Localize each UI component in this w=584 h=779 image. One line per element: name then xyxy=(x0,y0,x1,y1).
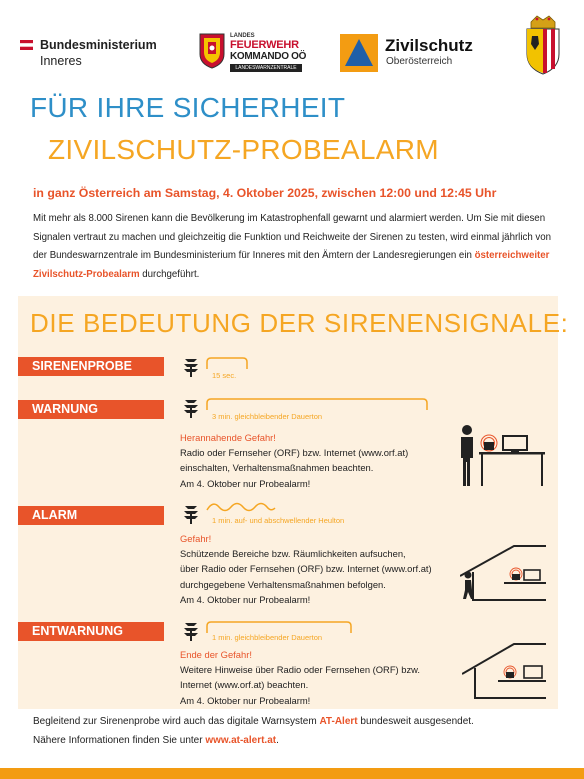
footer-line2-before: Nähere Informationen finden Sie unter xyxy=(33,734,206,746)
entwarnung-duration: 1 min. gleichbleibender Dauerton xyxy=(212,633,323,642)
warnung-duration: 3 min. gleichbleibender Dauerton xyxy=(212,412,323,421)
title-line1: FÜR IHRE SICHERHEIT xyxy=(30,92,346,123)
alarm-heading: Gefahr! xyxy=(180,533,212,544)
zs-name: Zivilschutz xyxy=(385,36,473,55)
at-alert-link[interactable]: www.at-alert.at xyxy=(205,734,277,746)
siren-icon xyxy=(182,621,200,641)
fw-line2: FEUERWEHR xyxy=(230,39,299,51)
intro-paragraph xyxy=(33,210,563,284)
warnung-line3: Am 4. Oktober nur Probealarm! xyxy=(180,477,311,489)
entwarnung-label: ENTWARNUNG xyxy=(18,622,164,641)
alarm-line4: Am 4. Oktober nur Probealarm! xyxy=(180,593,311,605)
alarm-wave xyxy=(205,500,277,514)
title-line2: ZIVILSCHUTZ-PROBEALARM xyxy=(48,134,439,165)
signals-title: DIE BEDEUTUNG DER SIRENENSIGNALE: xyxy=(30,308,569,338)
alarm-line1: Schützende Bereiche bzw. Räumlichkeiten aufsuchen, xyxy=(180,548,406,560)
entwarnung-wave xyxy=(205,620,353,634)
footer xyxy=(33,713,563,750)
at-alert-name: AT-Alert xyxy=(319,716,358,727)
entwarnung-line2: Internet (www.orf.at) beachten. xyxy=(180,679,309,691)
alarm-duration: 1 min. auf- und abschwellender Heulton xyxy=(212,516,345,525)
bmi-sub: Inneres xyxy=(40,54,82,68)
entwarnung-heading: Ende der Gefahr! xyxy=(180,649,252,660)
header xyxy=(0,0,584,90)
footer-line1 xyxy=(33,713,563,732)
intro-text-after: durchgeführt. xyxy=(139,268,200,280)
warnung-line2: einschalten, Verhaltensmaßnahmen beachten. xyxy=(180,462,374,474)
zs-sub: Oberösterreich xyxy=(386,56,453,67)
fw-line4: LANDESWARNZENTRALE xyxy=(230,64,302,72)
warnung-label: WARNUNG xyxy=(18,400,164,419)
sirenenprobe-wave xyxy=(205,356,249,370)
entwarnung-line3: Am 4. Oktober nur Probealarm! xyxy=(180,694,311,706)
alarm-line2: über Radio oder Fernsehen (ORF) bzw. Internet (www.orf.at) xyxy=(180,563,432,575)
footer-line2-after: . xyxy=(276,734,279,746)
siren-icon xyxy=(182,357,200,377)
siren-icon xyxy=(182,504,200,524)
entwarnung-text xyxy=(180,647,420,708)
footer-line1-before: Begleitend zur Sirenenprobe wird auch das digitale Warnsystem xyxy=(33,716,320,727)
intro-highlight: österreichweiter Zivilschutz-Probealarm xyxy=(33,250,550,280)
bottom-bar xyxy=(0,768,584,779)
footer-line1-after: bundesweit ausgesendet. xyxy=(357,716,474,727)
feuerwehr-emblem-icon xyxy=(198,32,226,70)
fw-line1: LANDES xyxy=(230,33,255,39)
warnung-line1: Radio oder Fernseher (ORF) bzw. Internet (www.orf.at) xyxy=(180,447,409,459)
date-line: in ganz Österreich am Samstag, 4. Oktober 2025, zwischen 12:00 und 12:45 Uhr xyxy=(33,186,497,200)
sirenenprobe-duration: 15 sec. xyxy=(212,371,237,380)
warnung-heading: Herannahende Gefahr! xyxy=(180,432,276,443)
person-radio-tv-scene xyxy=(455,422,545,490)
intro-text-before: Mit mehr als 8.000 Sirenen kann die Bevölkerung im Katastrophenfall gewarnt und alarmiert werden. Um Sie mit diesen Signalen vertraut zu machen und gleichzeitig die Funktion und Reichweite der Sirenen zu testen, wird einmal jährlich von der Bundeswarnzentrale im Bundesministerium für Inneres mit den Ämtern der Landesregierungen ein xyxy=(33,213,552,262)
zivilschutz-triangle-icon xyxy=(340,34,378,72)
footer-line2 xyxy=(33,732,563,751)
house-radio-tv-scene xyxy=(462,640,546,700)
person-entering-house-scene xyxy=(460,542,546,602)
alarm-line3: durchgegebene Verhaltensmaßnahmen befolgen. xyxy=(180,578,386,590)
alarm-text xyxy=(180,531,432,607)
fw-line3: KOMMANDO OÖ xyxy=(230,51,307,62)
alarm-label: ALARM xyxy=(18,506,164,525)
bmi-name: Bundesministerium xyxy=(40,38,157,52)
warnung-wave xyxy=(205,397,429,411)
sirenenprobe-label: SIRENENPROBE xyxy=(18,357,164,376)
warnung-text xyxy=(180,430,408,491)
entwarnung-line1: Weitere Hinweise über Radio oder Fernsehen (ORF) bzw. xyxy=(180,664,421,676)
feuerwehr-logo xyxy=(198,32,310,74)
upper-austria-crest-icon xyxy=(523,14,563,76)
austria-flag-icon xyxy=(20,40,33,50)
siren-icon xyxy=(182,398,200,418)
